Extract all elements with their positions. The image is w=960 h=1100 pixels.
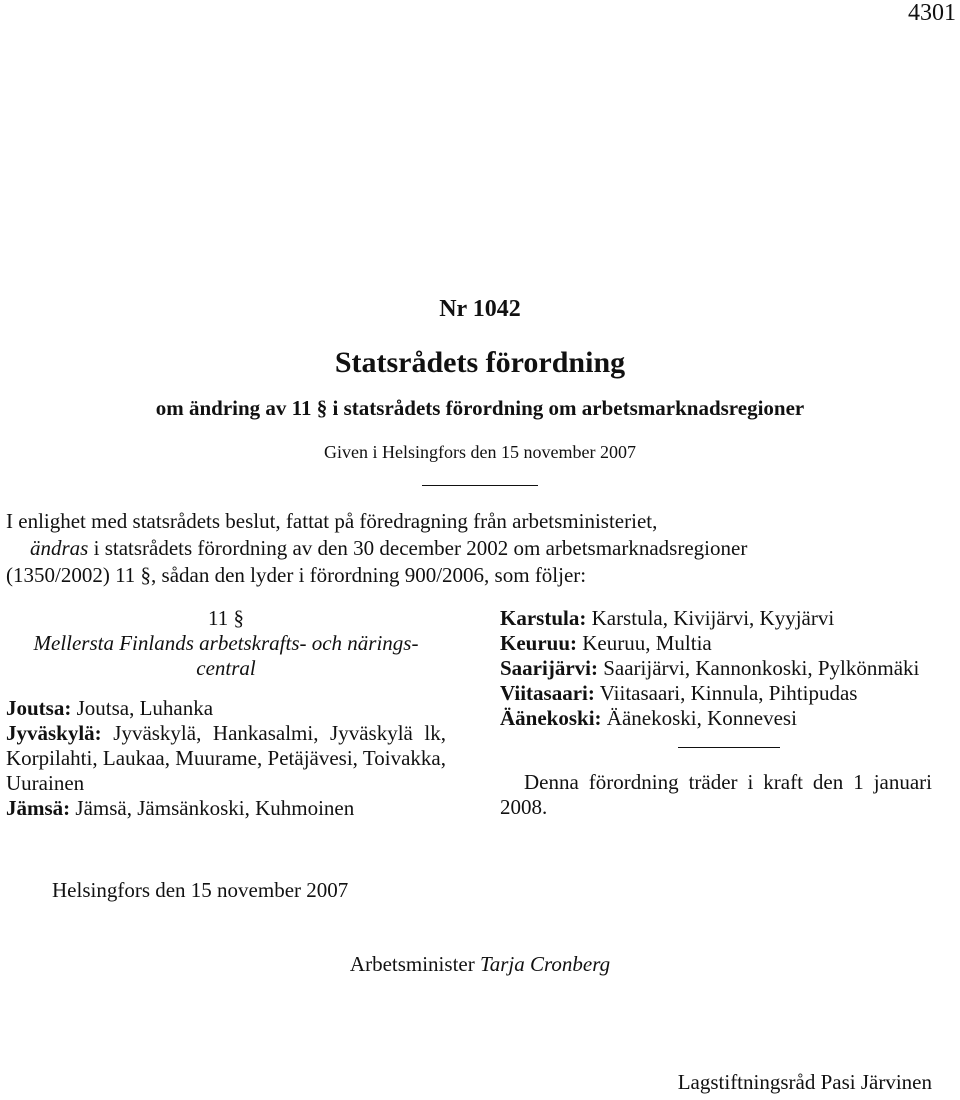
entry-into-force: Denna förordning träder i kraft den 1 januari 2008. bbox=[500, 770, 932, 819]
region-entry bbox=[500, 606, 932, 631]
minister-signature bbox=[0, 952, 960, 977]
region-municipalities: Äänekoski, Konnevesi bbox=[606, 706, 797, 730]
region-name: Jyväskylä: bbox=[6, 721, 102, 745]
region-municipalities: Saarijärvi, Kannonkoski, Pylkönmäki bbox=[603, 656, 920, 680]
region-name: Joutsa: bbox=[6, 696, 72, 720]
region-name: Keuruu: bbox=[500, 631, 578, 655]
preamble-line-1: I enlighet med statsrådets beslut, fattat på föredragning från arbetsministeriet, bbox=[6, 509, 658, 533]
preamble-line-2-rest: i statsrådets förordning av den 30 december 2002 om arbetsmarknadsregioner bbox=[88, 536, 748, 560]
region-entry bbox=[500, 706, 932, 731]
region-entry bbox=[500, 656, 932, 681]
changed-word: ändras bbox=[30, 536, 89, 560]
region-entry bbox=[500, 631, 932, 656]
header-divider bbox=[422, 485, 538, 486]
region-entry bbox=[500, 681, 932, 706]
given-date: Given i Helsingfors den 15 november 2007 bbox=[324, 442, 636, 462]
preamble bbox=[6, 508, 960, 589]
section-heading: Mellersta Finlands arbetskrafts- och närings-central bbox=[33, 631, 419, 680]
section-number: 11 § bbox=[208, 606, 244, 630]
region-municipalities: Keuruu, Multia bbox=[582, 631, 712, 655]
region-municipalities: Jyväskylä, Hankasalmi, Jyväskylä lk, Korpilahti, Laukaa, Muurame, Petäjävesi, Toivakka, Uurainen bbox=[6, 721, 447, 795]
left-column bbox=[6, 606, 446, 821]
region-municipalities: Karstula, Kivijärvi, Kyyjärvi bbox=[591, 606, 835, 630]
region-municipalities: Viitasaari, Kinnula, Pihtipudas bbox=[599, 681, 858, 705]
divider-spacer bbox=[500, 731, 932, 770]
right-column bbox=[500, 606, 932, 820]
page-number: 4301 bbox=[908, 0, 956, 26]
preamble-line-2 bbox=[6, 535, 960, 562]
document-title: Statsrådets förordning bbox=[334, 346, 626, 379]
minister-name: Tarja Cronberg bbox=[479, 952, 611, 976]
minister-title: Arbetsminister bbox=[349, 952, 475, 976]
statute-number: Nr 1042 bbox=[439, 296, 521, 322]
region-entry bbox=[6, 796, 446, 821]
official-signature: Lagstiftningsråd Pasi Järvinen bbox=[677, 1070, 932, 1094]
document-subtitle: om ändring av 11 § i statsrådets förordning om arbetsmarknadsregioner bbox=[155, 396, 805, 420]
region-name: Saarijärvi: bbox=[500, 656, 598, 680]
section-divider bbox=[678, 747, 780, 748]
signing-place-date: Helsingfors den 15 november 2007 bbox=[52, 878, 349, 902]
region-entry bbox=[6, 696, 446, 721]
region-name: Karstula: bbox=[500, 606, 587, 630]
region-municipalities: Joutsa, Luhanka bbox=[76, 696, 214, 720]
region-entry bbox=[6, 721, 446, 796]
region-name: Viitasaari: bbox=[500, 681, 595, 705]
preamble-line-3: (1350/2002) 11 §, sådan den lyder i förordning 900/2006, som följer: bbox=[6, 563, 587, 587]
region-name: Äänekoski: bbox=[500, 706, 602, 730]
region-name: Jämsä: bbox=[6, 796, 71, 820]
region-municipalities: Jämsä, Jämsänkoski, Kuhmoinen bbox=[75, 796, 355, 820]
